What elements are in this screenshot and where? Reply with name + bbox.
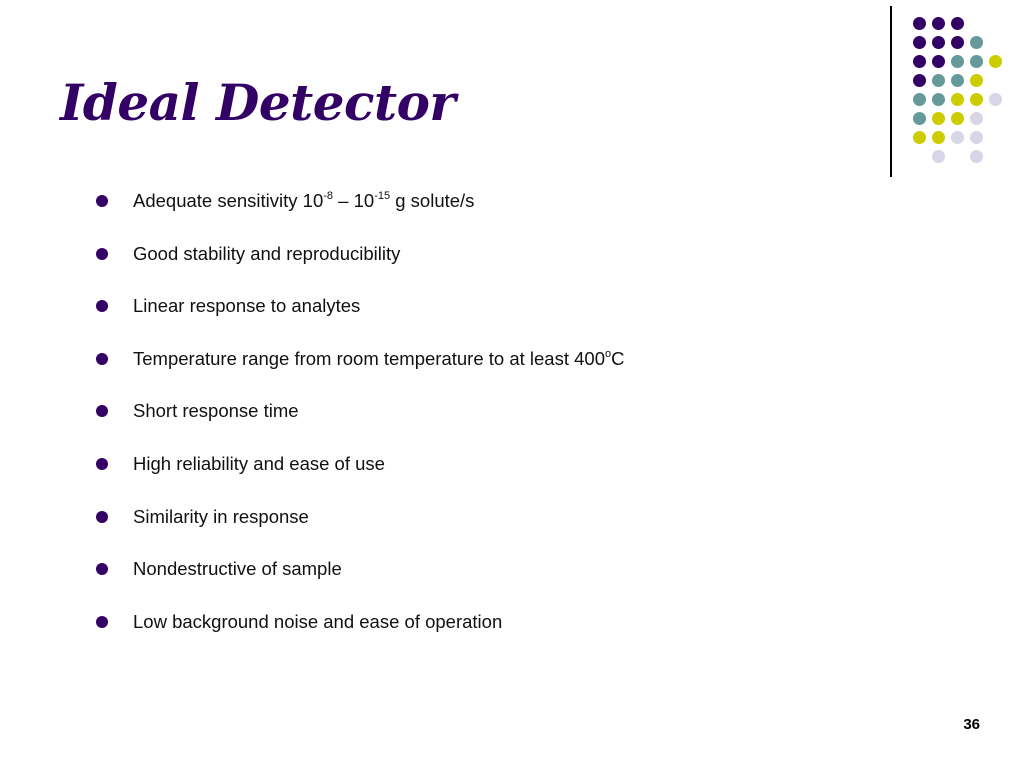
bullet-item xyxy=(96,239,625,292)
bullet-marker xyxy=(96,353,108,365)
decorative-dot xyxy=(989,55,1002,68)
text-run: Good stability and reproducibility xyxy=(133,242,401,264)
text-run: C xyxy=(611,347,625,369)
bullet-text xyxy=(133,295,360,316)
text-run: High reliability and ease of use xyxy=(133,452,385,474)
decorative-dot xyxy=(932,55,945,68)
decorative-dot xyxy=(970,93,983,106)
decorative-dot xyxy=(932,74,945,87)
decorative-dot xyxy=(951,74,964,87)
bullet-item xyxy=(96,396,625,449)
bullet-marker xyxy=(96,616,108,628)
bullet-marker xyxy=(96,511,108,523)
decorative-dot xyxy=(951,36,964,49)
decorative-dot xyxy=(913,55,926,68)
decorative-dot xyxy=(970,150,983,163)
bullet-item xyxy=(96,449,625,502)
bullet-item xyxy=(96,502,625,555)
bullet-text xyxy=(133,453,385,474)
bullet-text xyxy=(133,506,309,527)
decorative-dot xyxy=(951,93,964,106)
superscript: -15 xyxy=(374,190,391,202)
decorative-dot xyxy=(970,131,983,144)
text-run: g solute/s xyxy=(390,190,475,211)
bullet-item xyxy=(96,291,625,344)
text-run: Nondestructive of sample xyxy=(133,558,342,580)
decorative-dot xyxy=(932,112,945,125)
decorative-dot xyxy=(989,93,1002,106)
bullet-text xyxy=(133,190,474,211)
bullet-item xyxy=(96,344,625,397)
decorative-dot xyxy=(970,112,983,125)
decorative-dot xyxy=(951,17,964,30)
bullet-item xyxy=(96,607,625,660)
text-run: Linear response to analytes xyxy=(133,295,361,317)
text-run: – 10 xyxy=(333,190,375,211)
bullet-text xyxy=(133,243,400,264)
bullet-item xyxy=(96,186,625,239)
bullet-list xyxy=(96,186,625,659)
decorative-dot xyxy=(913,17,926,30)
decorative-dot xyxy=(932,17,945,30)
bullet-text xyxy=(133,348,625,369)
decorative-dot xyxy=(951,131,964,144)
text-run: Temperature range from room temperature to at least 400 xyxy=(133,347,605,369)
decorative-dot xyxy=(951,55,964,68)
bullet-marker xyxy=(96,248,108,260)
text-run: Low background noise and ease of operation xyxy=(133,610,503,632)
decorative-dot xyxy=(913,131,926,144)
bullet-text xyxy=(133,611,502,632)
decorative-dot xyxy=(932,150,945,163)
text-run: Short response time xyxy=(133,400,299,422)
decorative-dot xyxy=(913,112,926,125)
text-run: Adequate sensitivity 10 xyxy=(133,190,324,211)
bullet-text xyxy=(133,558,342,579)
decorative-dot xyxy=(932,93,945,106)
bullet-text xyxy=(133,400,299,421)
bullet-item xyxy=(96,554,625,607)
bullet-marker xyxy=(96,458,108,470)
decorative-dot xyxy=(970,74,983,87)
slide-title: Ideal Detector xyxy=(60,73,456,132)
vertical-divider xyxy=(890,6,892,177)
decorative-dot xyxy=(970,55,983,68)
bullet-marker xyxy=(96,405,108,417)
decorative-dot xyxy=(970,36,983,49)
decorative-dot xyxy=(913,36,926,49)
decorative-dot xyxy=(932,131,945,144)
decorative-dot xyxy=(913,93,926,106)
bullet-marker xyxy=(96,195,108,207)
decorative-dot xyxy=(951,112,964,125)
page-number: 36 xyxy=(963,716,980,733)
bullet-marker xyxy=(96,300,108,312)
bullet-marker xyxy=(96,563,108,575)
decorative-dot xyxy=(913,74,926,87)
superscript: -8 xyxy=(323,190,334,202)
decorative-dot xyxy=(932,36,945,49)
superscript: o xyxy=(605,347,612,360)
text-run: Similarity in response xyxy=(133,505,309,527)
